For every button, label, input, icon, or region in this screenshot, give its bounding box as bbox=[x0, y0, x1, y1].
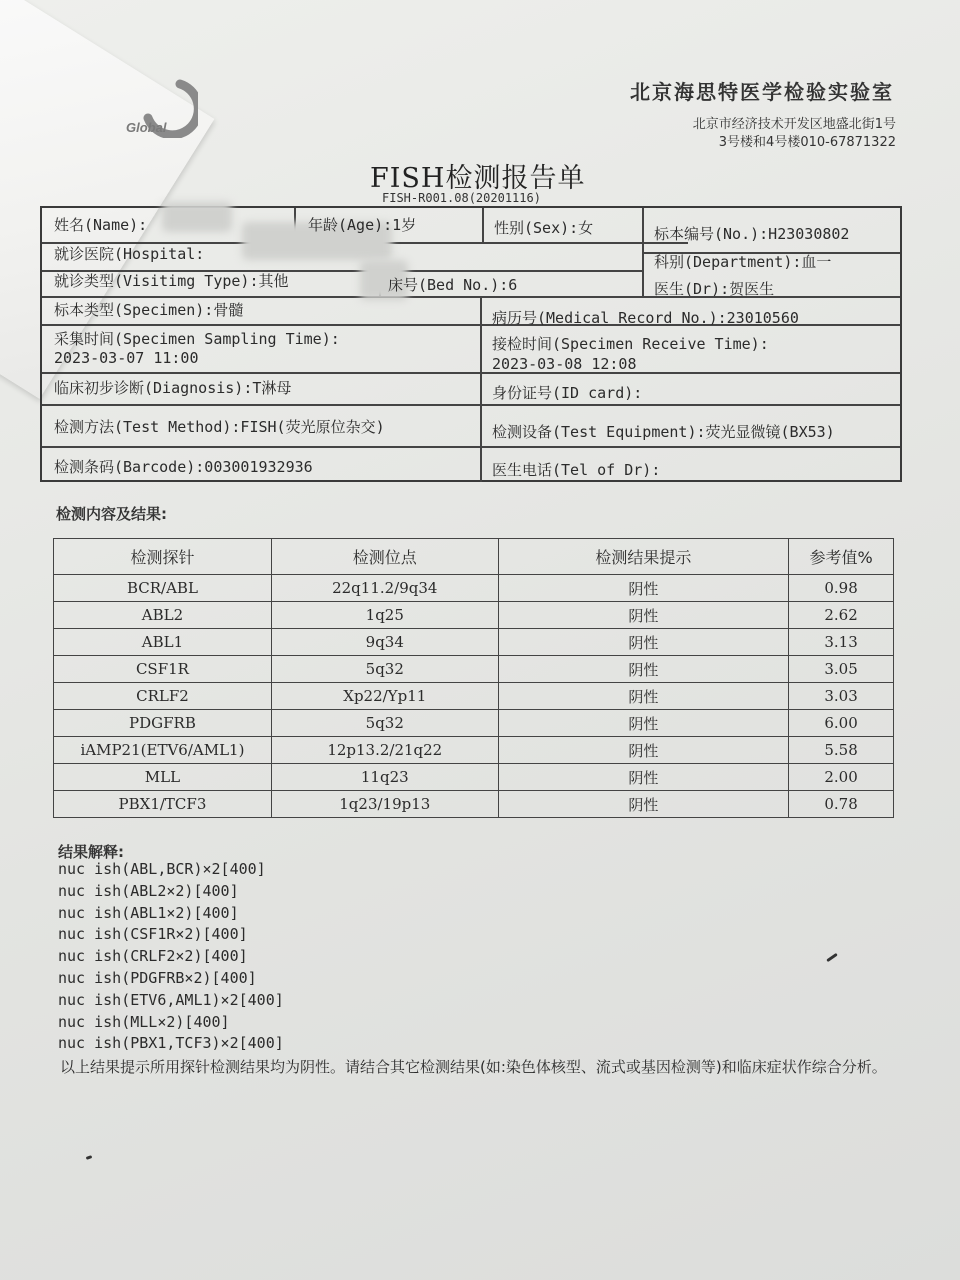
result-cell: 阴性 bbox=[498, 683, 788, 710]
results-table bbox=[53, 538, 894, 818]
locus-cell: Xp22/Yp11 bbox=[271, 683, 498, 710]
sample-no-field: 标本编号(No.):H23030802 bbox=[654, 225, 850, 243]
result-cell: 阴性 bbox=[498, 737, 788, 764]
result-cell: 阴性 bbox=[498, 575, 788, 602]
lab-name: 北京海思特医学检验实验室 bbox=[630, 80, 894, 104]
locus-cell: 5q32 bbox=[271, 656, 498, 683]
department-field: 科别(Department):血一 bbox=[654, 253, 832, 271]
col-header-probe: 检测探针 bbox=[54, 539, 272, 575]
logo-text: Global bbox=[126, 120, 167, 135]
col-header-result: 检测结果提示 bbox=[498, 539, 788, 575]
age-field: 年龄(Age):1岁 bbox=[308, 216, 417, 234]
receive-time-label: 接检时间(Specimen Receive Time): bbox=[492, 335, 769, 353]
probe-cell: PDGFRB bbox=[54, 710, 272, 737]
probe-cell: ABL1 bbox=[54, 629, 272, 656]
table-row bbox=[54, 629, 894, 656]
reference-cell: 3.13 bbox=[789, 629, 894, 656]
col-header-reference: 参考值% bbox=[789, 539, 894, 575]
results-section-title: 检测内容及结果: bbox=[56, 505, 167, 523]
diagnosis-field: 临床初步诊断(Diagnosis):T淋母 bbox=[54, 379, 292, 397]
interpretation-list bbox=[58, 859, 284, 1055]
result-cell: 阴性 bbox=[498, 764, 788, 791]
interpretation-note: 以上结果提示所用探针检测结果均为阴性。请结合其它检测结果(如:染色体核型、流式或基因检测等)和临床症状作综合分析。 bbox=[60, 1058, 887, 1076]
result-cell: 阴性 bbox=[498, 791, 788, 818]
form-number: FISH-R001.08(20201116) bbox=[382, 191, 541, 205]
test-equipment-field: 检测设备(Test Equipment):荧光显微镜(BX53) bbox=[492, 423, 835, 441]
interpretation-line: nuc ish(ETV6,AML1)×2[400] bbox=[58, 990, 284, 1009]
locus-cell: 11q23 bbox=[271, 764, 498, 791]
hospital-field: 就诊医院(Hospital: bbox=[54, 245, 205, 263]
doctor-field: 医生(Dr):贺医生 bbox=[654, 280, 775, 298]
barcode-field: 检测条码(Barcode):003001932936 bbox=[54, 458, 313, 476]
patient-info-table bbox=[40, 206, 902, 482]
reference-cell: 3.05 bbox=[789, 656, 894, 683]
visit-type-field: 就诊类型(Visitimg Type):其他 bbox=[54, 272, 289, 290]
table-row bbox=[54, 602, 894, 629]
table-row bbox=[54, 737, 894, 764]
probe-cell: iAMP21(ETV6/AML1) bbox=[54, 737, 272, 764]
interpretation-line: nuc ish(MLL×2)[400] bbox=[58, 1012, 230, 1031]
medical-record-field: 病历号(Medical Record No.):23010560 bbox=[492, 309, 799, 327]
locus-cell: 1q23/19p13 bbox=[271, 791, 498, 818]
table-row bbox=[54, 656, 894, 683]
sampling-time-label: 采集时间(Specimen Sampling Time): bbox=[54, 330, 340, 348]
probe-cell: CSF1R bbox=[54, 656, 272, 683]
reference-cell: 2.00 bbox=[789, 764, 894, 791]
result-cell: 阴性 bbox=[498, 710, 788, 737]
interpretation-line: nuc ish(PBX1,TCF3)×2[400] bbox=[58, 1034, 284, 1053]
probe-cell: ABL2 bbox=[54, 602, 272, 629]
test-method-field: 检测方法(Test Method):FISH(荧光原位杂交) bbox=[54, 418, 385, 436]
locus-cell: 1q25 bbox=[271, 602, 498, 629]
table-row bbox=[54, 683, 894, 710]
reference-cell: 6.00 bbox=[789, 710, 894, 737]
table-row bbox=[54, 575, 894, 602]
lab-address-line1: 北京市经济技术开发区地盛北街1号 bbox=[692, 117, 896, 132]
reference-cell: 0.98 bbox=[789, 575, 894, 602]
probe-cell: PBX1/TCF3 bbox=[54, 791, 272, 818]
reference-cell: 3.03 bbox=[789, 683, 894, 710]
sex-field: 性别(Sex):女 bbox=[494, 219, 594, 237]
locus-cell: 5q32 bbox=[271, 710, 498, 737]
id-card-field: 身份证号(ID card): bbox=[492, 384, 643, 402]
interpretation-line: nuc ish(ABL2×2)[400] bbox=[58, 881, 239, 900]
probe-cell: MLL bbox=[54, 764, 272, 791]
interpretation-line: nuc ish(CRLF2×2)[400] bbox=[58, 947, 248, 966]
table-row bbox=[54, 764, 894, 791]
result-cell: 阴性 bbox=[498, 629, 788, 656]
probe-cell: BCR/ABL bbox=[54, 575, 272, 602]
probe-cell: CRLF2 bbox=[54, 683, 272, 710]
result-cell: 阴性 bbox=[498, 602, 788, 629]
result-cell: 阴性 bbox=[498, 656, 788, 683]
report-title: FISH检测报告单 bbox=[370, 163, 586, 194]
col-header-locus: 检测位点 bbox=[271, 539, 498, 575]
interpretation-title: 结果解释: bbox=[58, 843, 124, 861]
locus-cell: 22q11.2/9q34 bbox=[271, 575, 498, 602]
reference-cell: 2.62 bbox=[789, 602, 894, 629]
interpretation-line: nuc ish(ABL1×2)[400] bbox=[58, 903, 239, 922]
name-field: 姓名(Name): bbox=[54, 216, 148, 234]
interpretation-line: nuc ish(PDGFRB×2)[400] bbox=[58, 968, 257, 987]
results-header-row bbox=[54, 539, 894, 575]
interpretation-line: nuc ish(CSF1R×2)[400] bbox=[58, 925, 248, 944]
doctor-tel-field: 医生电话(Tel of Dr): bbox=[492, 461, 661, 479]
locus-cell: 12p13.2/21q22 bbox=[271, 737, 498, 764]
locus-cell: 9q34 bbox=[271, 629, 498, 656]
reference-cell: 5.58 bbox=[789, 737, 894, 764]
table-row bbox=[54, 791, 894, 818]
reference-cell: 0.78 bbox=[789, 791, 894, 818]
sampling-time-value: 2023-03-07 11:00 bbox=[54, 349, 199, 367]
specimen-field: 标本类型(Specimen):骨髓 bbox=[54, 301, 244, 319]
interpretation-line: nuc ish(ABL,BCR)×2[400] bbox=[58, 860, 266, 878]
receive-time-value: 2023-03-08 12:08 bbox=[492, 355, 637, 373]
lab-address-line2: 3号楼和4号楼010-67871322 bbox=[718, 135, 896, 150]
table-row bbox=[54, 710, 894, 737]
bed-field: 床号(Bed No.):6 bbox=[388, 276, 518, 294]
